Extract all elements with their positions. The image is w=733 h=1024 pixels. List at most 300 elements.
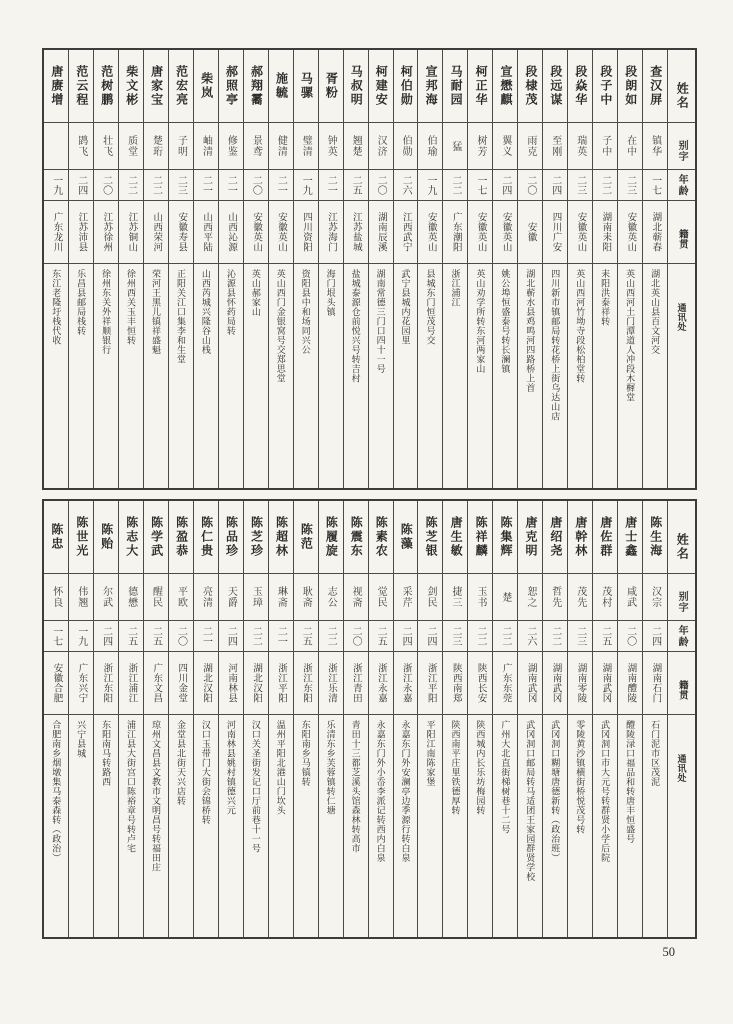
person-origin-cell	[418, 201, 442, 264]
person-name-cell	[468, 50, 492, 123]
person-address-cell	[468, 264, 492, 488]
person-name-cell	[44, 501, 68, 574]
person-origin-cell	[244, 652, 268, 715]
person-age-cell	[568, 621, 592, 652]
person-address-cell	[319, 264, 343, 488]
person-name-cell	[344, 50, 368, 123]
person-column	[68, 50, 93, 488]
person-alias-cell	[643, 123, 667, 170]
person-age-cell	[244, 170, 268, 201]
person-alias: 钟英	[325, 135, 337, 157]
person-origin: 江西武宁	[400, 212, 411, 252]
person-alias: 茂村	[599, 586, 611, 608]
person-address-cell	[394, 264, 418, 488]
person-address-cell	[219, 264, 243, 488]
person-alias-cell	[493, 574, 517, 621]
person-origin-cell	[219, 652, 243, 715]
person-alias-cell	[493, 123, 517, 170]
person-address-cell	[169, 715, 193, 937]
person-alias: 景鸢	[250, 135, 262, 157]
person-column	[168, 501, 193, 937]
person-column	[44, 50, 68, 488]
person-age-cell	[418, 621, 442, 652]
person-age-cell	[468, 621, 492, 652]
directory-table-bottom	[42, 499, 697, 939]
person-age: 一九	[425, 175, 437, 195]
person-alias-cell	[568, 574, 592, 621]
person-name: 段棣茂	[523, 65, 538, 107]
person-alias: 琳斋	[275, 586, 287, 608]
person-alias: 恕之	[524, 586, 536, 608]
person-alias-cell	[144, 123, 168, 170]
person-origin-cell	[369, 652, 393, 715]
person-name: 陈祥麟	[474, 516, 489, 558]
person-age: 二四	[549, 175, 561, 195]
person-name: 陈贻	[99, 523, 114, 551]
person-age-cell	[468, 170, 492, 201]
person-column	[567, 50, 592, 488]
person-age: 二四	[75, 175, 87, 195]
person-column	[542, 501, 567, 937]
person-name: 柴岚	[199, 72, 214, 100]
person-age: 二二	[474, 626, 486, 646]
person-address-cell	[418, 715, 442, 937]
person-address: 青田十三都芝溪头馆森林转高市	[350, 720, 361, 853]
person-name: 郝翔霱	[249, 65, 264, 107]
person-name-cell	[493, 50, 517, 123]
person-alias: 采芹	[400, 586, 412, 608]
person-origin-cell	[69, 201, 93, 264]
person-alias-cell	[194, 574, 218, 621]
person-alias-cell	[468, 574, 492, 621]
person-alias-cell	[244, 123, 268, 170]
person-address: 英山西门金银窝号交郑思堂	[275, 269, 286, 383]
person-name: 郝照亭	[224, 65, 239, 107]
person-address-cell	[443, 264, 467, 488]
person-alias-cell	[468, 123, 492, 170]
person-name: 唐赓增	[49, 65, 64, 107]
header-age-label: 年龄	[676, 625, 688, 649]
person-origin-cell	[169, 201, 193, 264]
person-name: 陈震东	[349, 516, 364, 558]
person-name: 柴文彬	[124, 65, 139, 107]
person-address: 东阳南马转路西	[101, 720, 112, 787]
person-address-cell	[593, 264, 617, 488]
person-age-cell	[443, 621, 467, 652]
header-address-label: 通讯处	[676, 754, 687, 783]
person-address-cell	[244, 264, 268, 488]
person-name: 陈超林	[274, 516, 289, 558]
person-age: 二〇	[624, 626, 636, 646]
person-age-cell	[593, 621, 617, 652]
person-age-cell	[319, 170, 343, 201]
person-name-cell	[44, 50, 68, 123]
person-alias: 翼义	[499, 135, 511, 157]
person-address: 东阳南乡马镇转	[300, 720, 311, 787]
person-age-cell	[244, 621, 268, 652]
person-column	[393, 501, 418, 937]
person-column	[318, 50, 343, 488]
person-alias-cell	[94, 123, 118, 170]
person-origin: 浙江永嘉	[400, 663, 411, 703]
person-column	[642, 50, 667, 488]
person-column	[243, 501, 268, 937]
person-column	[467, 50, 492, 488]
person-address: 乐清东乡芙蓉镇转仁塘	[325, 720, 336, 815]
person-name: 宣邦海	[424, 65, 439, 107]
person-origin: 四川广安	[550, 212, 561, 252]
person-column	[417, 501, 442, 937]
person-column	[343, 501, 368, 937]
person-alias-cell	[518, 123, 542, 170]
person-name-cell	[269, 50, 293, 123]
person-name: 陈素农	[374, 516, 389, 558]
person-origin: 浙江青田	[350, 663, 361, 703]
person-origin: 浙江平阳	[425, 663, 436, 703]
person-address: 英山劝学所转东河两家山	[475, 269, 486, 374]
person-origin-cell	[394, 652, 418, 715]
person-address: 徐州东关外祥顺银行	[101, 269, 112, 355]
header-origin-cell	[668, 201, 695, 264]
person-column	[592, 50, 617, 488]
person-alias: 伯勋	[400, 135, 412, 157]
person-address-cell	[44, 715, 68, 937]
person-origin: 浙江平阳	[276, 663, 287, 703]
person-address: 沁源县怀药局转	[225, 269, 236, 336]
person-name: 马骡	[299, 72, 314, 100]
person-name-cell	[244, 501, 268, 574]
person-origin: 广东潮阳	[450, 212, 461, 252]
person-address-cell	[618, 715, 642, 937]
person-name: 陈生海	[648, 516, 663, 558]
person-address: 醴陵渌口福品和转唐丰恒盛号	[625, 720, 636, 844]
person-alias: 尔武	[100, 586, 112, 608]
person-alias: 哲先	[549, 586, 561, 608]
person-origin-cell	[44, 201, 68, 264]
person-age: 二三	[449, 626, 461, 646]
header-alias-label: 别字	[676, 139, 688, 162]
person-age: 二四	[649, 626, 661, 646]
person-origin: 湖南石门	[650, 663, 661, 703]
person-name-cell	[493, 501, 517, 574]
person-origin-cell	[69, 652, 93, 715]
person-age: 二四	[400, 626, 412, 646]
person-age-cell	[94, 621, 118, 652]
person-age: 二二	[549, 626, 561, 646]
person-age: 一七	[474, 175, 486, 195]
person-alias-cell	[418, 574, 442, 621]
person-age: 二一	[200, 626, 212, 646]
person-address-cell	[294, 715, 318, 937]
person-age-cell	[543, 170, 567, 201]
person-alias: 剑民	[425, 586, 437, 608]
person-alias-cell	[618, 574, 642, 621]
person-age: 二三	[574, 626, 586, 646]
person-address: 东江老隆圩栈代收	[51, 269, 62, 345]
person-column	[343, 50, 368, 488]
person-alias: 至刚	[549, 135, 561, 157]
person-column	[268, 50, 293, 488]
person-origin: 陕西长安	[475, 663, 486, 703]
person-alias: 修鉴	[225, 135, 237, 157]
person-age: 一七	[649, 175, 661, 195]
person-alias: 瑞英	[574, 135, 586, 157]
person-origin-cell	[294, 652, 318, 715]
person-address: 河南林县姚村镇德兴元	[225, 720, 236, 815]
person-name: 段远谋	[548, 65, 563, 107]
person-column	[592, 501, 617, 937]
person-alias-cell	[294, 123, 318, 170]
person-origin: 浙江东阳	[101, 663, 112, 703]
person-alias-cell	[543, 123, 567, 170]
person-age: 二一	[325, 175, 337, 195]
person-origin: 山西平陆	[201, 212, 212, 252]
person-name: 陈忠	[49, 523, 64, 551]
person-name-cell	[119, 50, 143, 123]
person-column	[143, 50, 168, 488]
person-name: 马耐园	[449, 65, 464, 107]
person-address-cell	[69, 715, 93, 937]
person-column	[118, 50, 143, 488]
person-column	[218, 501, 243, 937]
person-origin: 湖北汉阳	[201, 663, 212, 703]
person-name: 查汉屏	[648, 65, 663, 107]
person-age-cell	[344, 621, 368, 652]
person-name: 唐生敏	[449, 516, 464, 558]
person-origin: 浙江浦江	[126, 663, 137, 703]
person-alias-cell	[319, 123, 343, 170]
person-column	[93, 501, 118, 937]
person-name-cell	[219, 501, 243, 574]
person-origin: 安徽英山	[425, 212, 436, 252]
person-age-cell	[269, 170, 293, 201]
person-address-cell	[94, 715, 118, 937]
person-age-cell	[518, 170, 542, 201]
person-address-cell	[194, 264, 218, 488]
person-age-cell	[418, 170, 442, 201]
person-name: 马叔明	[349, 65, 364, 107]
person-name-cell	[468, 501, 492, 574]
person-age: 二四	[425, 626, 437, 646]
person-alias: 耿斋	[300, 586, 312, 608]
person-address-cell	[94, 264, 118, 488]
person-age: 二六	[400, 175, 412, 195]
person-origin-cell	[618, 201, 642, 264]
person-origin: 广东文昌	[151, 663, 162, 703]
person-address-cell	[119, 264, 143, 488]
person-name: 范宏亮	[174, 65, 189, 107]
header-origin-label: 籍贯	[676, 680, 687, 701]
person-address: 四川新市镇邮局转花桥上街乌达山店	[550, 269, 561, 421]
person-address: 耒阳洪泰祥转	[600, 269, 611, 326]
person-origin-cell	[543, 652, 567, 715]
person-name-cell	[169, 501, 193, 574]
person-address-cell	[394, 715, 418, 937]
person-name-cell	[69, 50, 93, 123]
person-name-cell	[518, 501, 542, 574]
person-origin: 湖南武冈	[525, 663, 536, 703]
person-origin-cell	[443, 201, 467, 264]
person-age: 二一	[275, 175, 287, 195]
person-column	[642, 501, 667, 937]
person-column	[243, 50, 268, 488]
person-column	[517, 50, 542, 488]
person-origin-cell	[169, 652, 193, 715]
person-column	[143, 501, 168, 937]
person-age-cell	[344, 170, 368, 201]
person-origin-cell	[369, 201, 393, 264]
person-age: 二〇	[375, 175, 387, 195]
header-address-cell	[668, 715, 695, 937]
person-name-cell	[593, 50, 617, 123]
person-name-cell	[144, 501, 168, 574]
person-name: 唐家宝	[149, 65, 164, 107]
person-name-cell	[169, 50, 193, 123]
person-alias: 伟翘	[75, 586, 87, 608]
person-origin-cell	[94, 201, 118, 264]
person-column	[368, 50, 393, 488]
person-age: 二五	[350, 175, 362, 195]
person-address: 武冈洞口市大元号转群贤小学后院	[600, 720, 611, 863]
person-address-cell	[269, 715, 293, 937]
person-alias-cell	[394, 123, 418, 170]
person-address: 温州平阳北港山门坎头	[275, 720, 286, 815]
person-age-cell	[369, 621, 393, 652]
person-address-cell	[468, 715, 492, 937]
person-address: 永嘉东门外安澜亭边季源行转白泉	[400, 720, 411, 863]
person-address: 武冈洞口邮局转马适团王家园群贤学校	[525, 720, 536, 882]
person-age-cell	[618, 621, 642, 652]
person-alias-cell	[219, 123, 243, 170]
person-address: 汉口关圣街发记口厅前巷十一号	[250, 720, 261, 853]
person-origin: 安徽英山	[475, 212, 486, 252]
person-name-cell	[69, 501, 93, 574]
header-age-label: 年龄	[676, 174, 688, 198]
person-age: 二六	[524, 626, 536, 646]
person-name: 陈履旋	[324, 516, 339, 558]
person-origin-cell	[194, 201, 218, 264]
person-origin: 安徽英山	[500, 212, 511, 252]
person-age-cell	[194, 170, 218, 201]
person-age-cell	[394, 170, 418, 201]
person-alias-cell	[593, 574, 617, 621]
person-origin-cell	[593, 201, 617, 264]
person-address: 湖北蕲水县鸡鸣河四路桥上首	[525, 269, 536, 393]
person-age: 二四	[100, 626, 112, 646]
person-name: 陈盈恭	[174, 516, 189, 558]
person-name: 段焱华	[573, 65, 588, 107]
person-origin: 江苏沛县	[76, 212, 87, 252]
person-age: 二三	[175, 175, 187, 195]
person-age: 一七	[50, 626, 62, 646]
person-name: 唐克明	[523, 516, 538, 558]
person-age-cell	[119, 170, 143, 201]
person-name-cell	[443, 50, 467, 123]
person-address: 金堂县北街天兴店转	[175, 720, 186, 806]
person-alias: 觉民	[375, 586, 387, 608]
person-column	[168, 50, 193, 488]
person-column	[492, 50, 517, 488]
person-alias: 亮清	[200, 586, 212, 608]
person-origin-cell	[194, 652, 218, 715]
person-age: 二四	[225, 626, 237, 646]
person-column	[617, 50, 642, 488]
person-origin: 安徽英山	[276, 212, 287, 252]
person-age: 二二	[125, 175, 137, 195]
person-address: 英山西河土门潭道人冲段木樨堂	[625, 269, 636, 402]
person-alias-cell	[568, 123, 592, 170]
person-age-cell	[94, 170, 118, 201]
person-age-cell	[443, 170, 467, 201]
person-alias: 志公	[325, 586, 337, 608]
person-origin-cell	[144, 652, 168, 715]
person-alias: 醒民	[150, 586, 162, 608]
person-address: 资阳县中和场同兴公	[300, 269, 311, 355]
person-alias-cell	[144, 574, 168, 621]
person-age: 二一	[275, 626, 287, 646]
person-name: 陈品珍	[224, 516, 239, 558]
person-age-cell	[493, 621, 517, 652]
person-name: 陈芝珍	[249, 516, 264, 558]
person-age: 二二	[325, 626, 337, 646]
person-origin: 湖北蕲春	[650, 212, 661, 252]
person-address-cell	[543, 715, 567, 937]
person-alias: 平欧	[175, 586, 187, 608]
person-address: 石门泥市区茂泥	[650, 720, 661, 787]
person-name-cell	[643, 501, 667, 574]
person-address-cell	[543, 264, 567, 488]
person-origin: 浙江永嘉	[375, 663, 386, 703]
person-address-cell	[593, 715, 617, 937]
person-age-cell	[219, 170, 243, 201]
person-name: 柯正华	[474, 65, 489, 107]
person-origin-cell	[643, 652, 667, 715]
person-address-cell	[618, 264, 642, 488]
person-origin-cell	[119, 652, 143, 715]
person-column	[118, 501, 143, 937]
person-name-cell	[369, 501, 393, 574]
person-name: 陈仁贵	[199, 516, 214, 558]
person-origin: 安徽英山	[625, 212, 636, 252]
person-address-cell	[643, 264, 667, 488]
person-name-cell	[244, 50, 268, 123]
person-origin-cell	[319, 652, 343, 715]
page-number: 50	[662, 945, 675, 959]
person-address: 湖北英山县百文河交	[650, 269, 661, 355]
person-address-cell	[369, 715, 393, 937]
person-column	[567, 501, 592, 937]
person-age-cell	[369, 170, 393, 201]
person-origin: 浙江东阳	[300, 663, 311, 703]
person-alias: 楚珩	[150, 135, 162, 157]
person-age: 二五	[150, 626, 162, 646]
person-age-cell	[219, 621, 243, 652]
person-origin: 安徽英山	[575, 212, 586, 252]
person-age: 二〇	[250, 175, 262, 195]
person-name: 段朗如	[623, 65, 638, 107]
person-alias-cell	[294, 574, 318, 621]
header-column	[667, 501, 695, 937]
person-origin-cell	[119, 201, 143, 264]
person-alias-cell	[44, 123, 68, 170]
person-address: 零陵黄沙镇横街桥悦茂号转	[575, 720, 586, 834]
person-alias: 楚	[499, 591, 511, 603]
header-age-cell	[668, 621, 695, 652]
person-name: 陈芝银	[424, 516, 439, 558]
person-address: 英山郝家山	[250, 269, 261, 317]
person-name: 范树鹏	[99, 65, 114, 107]
person-name: 陈志大	[124, 516, 139, 558]
